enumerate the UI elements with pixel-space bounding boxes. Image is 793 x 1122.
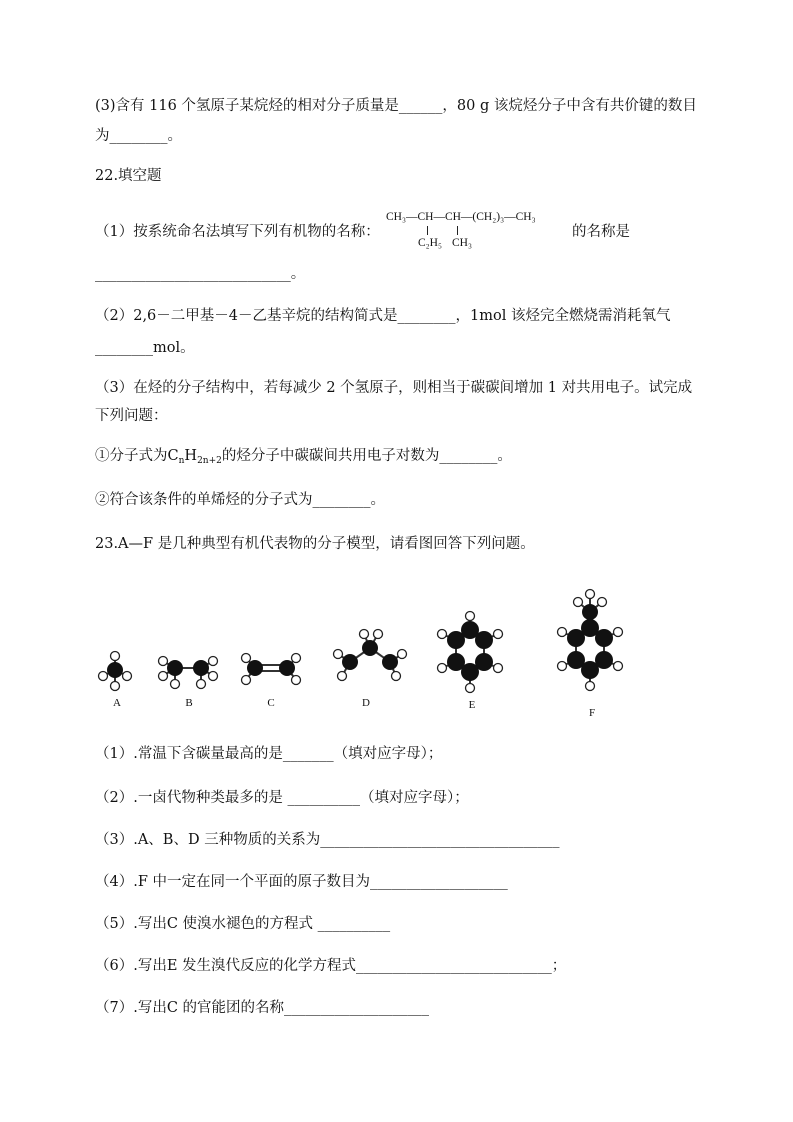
q21-3-line2: 为________。: [95, 128, 182, 144]
formula-sub-ethyl: C₂H₅: [418, 237, 442, 249]
q22-p3-q1: [95, 446, 512, 471]
model-label-d: D: [362, 697, 370, 709]
model-label-b: B: [185, 697, 193, 709]
structural-formula: [384, 206, 574, 256]
q23-question-2: （2）.一卤代物种类最多的是 __________（填对应字母）；: [95, 790, 469, 806]
q22-title: 22.填空题: [95, 168, 162, 184]
q22-p1-prefix: （1）按系统命名法填写下列有机物的名称：: [95, 224, 380, 240]
q22-p1-answer: ___________________________。: [95, 266, 306, 282]
q23-question-5: （5）.写出C 使溴水褪色的方程式 __________: [95, 916, 391, 932]
q21-3-line1: (3)含有 116 个氢原子某烷烃的相对分子质量是______，80 g 该烷烃分子中含有共价键的数目: [95, 98, 697, 114]
model-label-e: E: [468, 699, 476, 711]
q22-p3-line1: （3）在烃的分子结构中，若每减少 2 个氢原子，则相当于碳碳间增加 1 对共用电子。试完成: [95, 380, 693, 396]
formula-h: H: [184, 448, 198, 464]
bond-line-2: [457, 226, 458, 235]
q23-question-6: （6）.写出E 发生溴代反应的化学方程式___________________________；: [95, 958, 567, 974]
model-label-f: F: [588, 707, 596, 719]
formula-c: C: [167, 448, 179, 464]
q23-question-1: （1）.常温下含碳量最高的是_______（填对应字母）；: [95, 746, 443, 762]
q22-p3-q1-prefix: ①分子式为: [95, 448, 168, 464]
q22-p2-line2: ________mol。: [95, 340, 195, 356]
model-label-c: C: [267, 697, 275, 709]
q23-question-7: （7）.写出C 的官能团的名称____________________: [95, 1000, 430, 1016]
q22-p2-line1: （2）2,6－二甲基－4－乙基辛烷的结构简式是________，1mol 该烃完全燃烧需消耗氧气: [95, 308, 671, 324]
q22-p3-q1-suffix: 的烃分子中碳碳间共用电子对数为________。: [221, 448, 512, 464]
q22-p3-line2: 下列问题：: [95, 408, 168, 424]
q22-p3-q2: ②符合该条件的单烯烃的分子式为________。: [95, 492, 385, 508]
q22-p1-suffix: 的名称是: [572, 224, 630, 240]
q23-question-3: （3）.A、B、D 三种物质的关系为_________________________________: [95, 832, 560, 848]
model-label-a: A: [113, 697, 121, 709]
q23-question-4: （4）.F 中一定在同一个平面的原子数目为___________________: [95, 874, 508, 890]
bond-line-1: [427, 226, 428, 235]
molecule-models-figure: [90, 570, 650, 720]
formula-main-chain: CH₃—CH—CH—(CH₂)₃—CH₃: [386, 211, 536, 223]
formula-n: n: [178, 456, 185, 466]
formula-sub-methyl: CH₃: [452, 237, 472, 249]
formula-sub: 2n+2: [197, 456, 222, 466]
q23-title: 23.A—F 是几种典型有机代表物的分子模型，请看图回答下列问题。: [95, 536, 535, 552]
